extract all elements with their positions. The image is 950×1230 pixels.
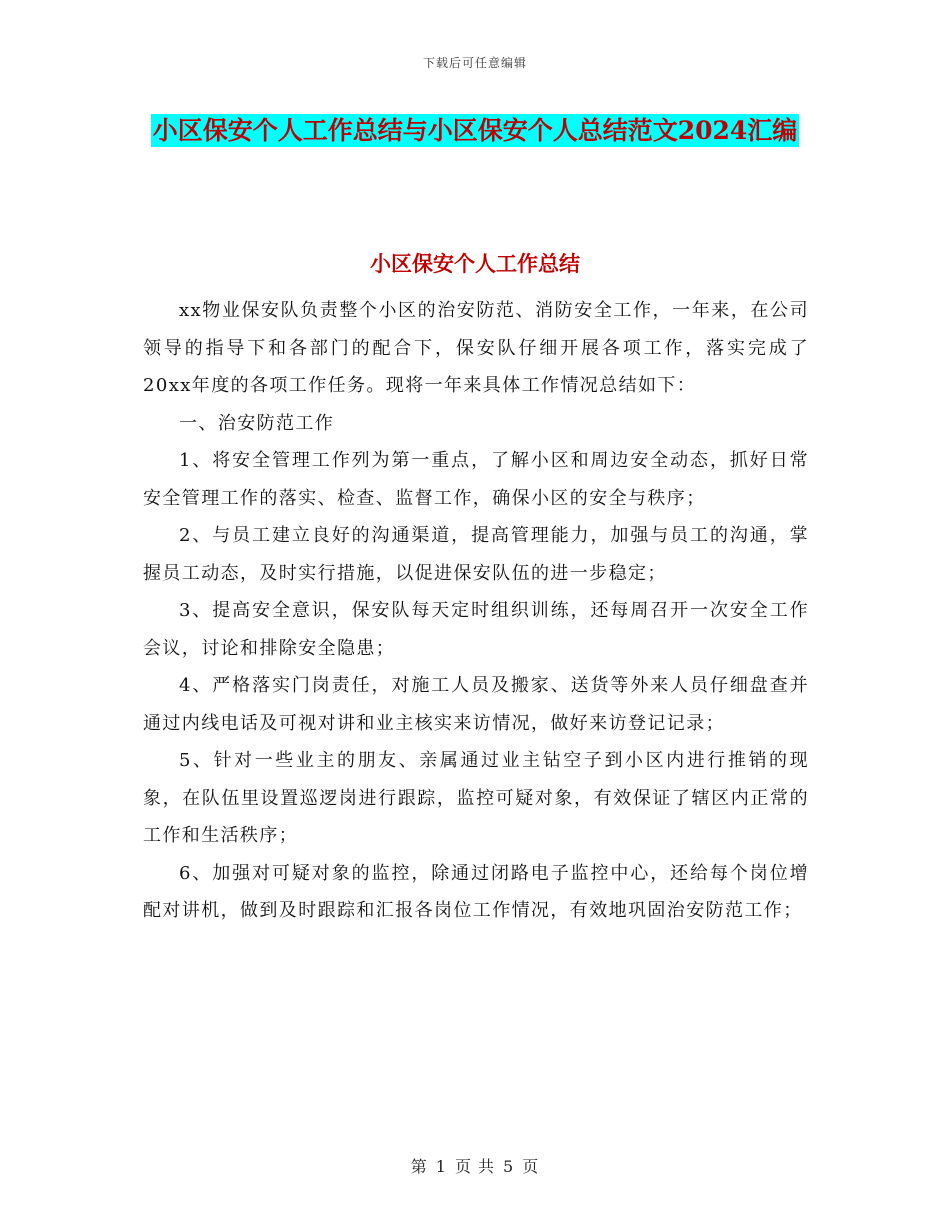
paragraph: 6、加强对可疑对象的监控，除通过闭路电子监控中心，还给每个岗位增配对讲机，做到及时跟踪和汇报各岗位工作情况，有效地巩固治安防范工作； [143, 862, 809, 921]
paragraph: 4、严格落实门岗责任，对施工人员及搬家、送货等外来人员仔细盘查并通过内线电话及可视对讲和业主核实来访情况，做好来访登记记录； [143, 675, 809, 734]
footer-suffix: 页 [522, 1157, 540, 1176]
footer-prefix: 第 [410, 1157, 428, 1176]
paragraph: 3、提高安全意识，保安队每天定时组织训练，还每周召开一次安全工作会议，讨论和排除安全隐患； [143, 600, 809, 659]
paragraph: 5、针对一些业主的朋友、亲属通过业主钻空子到小区内进行推销的现象，在队伍里设置巡逻岗进行跟踪，监控可疑对象，有效保证了辖区内正常的工作和生活秩序； [143, 750, 809, 846]
paragraph: 2、与员工建立良好的沟通渠道，提高管理能力，加强与员工的沟通，掌握员工动态，及时实行措施，以促进保安队伍的进一步稳定； [143, 525, 809, 584]
document-body [143, 292, 809, 930]
page-footer [0, 1154, 950, 1177]
header-note: 下载后可任意编辑 [422, 56, 527, 70]
footer-page-number: 1 [435, 1157, 447, 1176]
paragraph-heading: 一、治安防范工作 [179, 412, 335, 434]
paragraph: 1、将安全管理工作列为第一重点，了解小区和周边安全动态，抓好日常安全管理工作的落实、检查、监督工作，确保小区的安全与秩序； [143, 450, 809, 509]
footer-total-pages: 5 [503, 1157, 515, 1176]
footer-middle: 页 共 [454, 1157, 496, 1176]
paragraph: xx物业保安队负责整个小区的治安防范、消防安全工作，一年来，在公司领导的指导下和各部门的配合下，保安队仔细开展各项工作，落实完成了20xx年度的各项工作任务。现将一年来具体工作情况总结如下： [143, 300, 809, 396]
document-title-text: 小区保安个人工作总结与小区保安个人总结范文2024汇编 [152, 116, 798, 145]
document-title [150, 108, 800, 154]
section-title: 小区保安个人工作总结 [370, 251, 580, 276]
